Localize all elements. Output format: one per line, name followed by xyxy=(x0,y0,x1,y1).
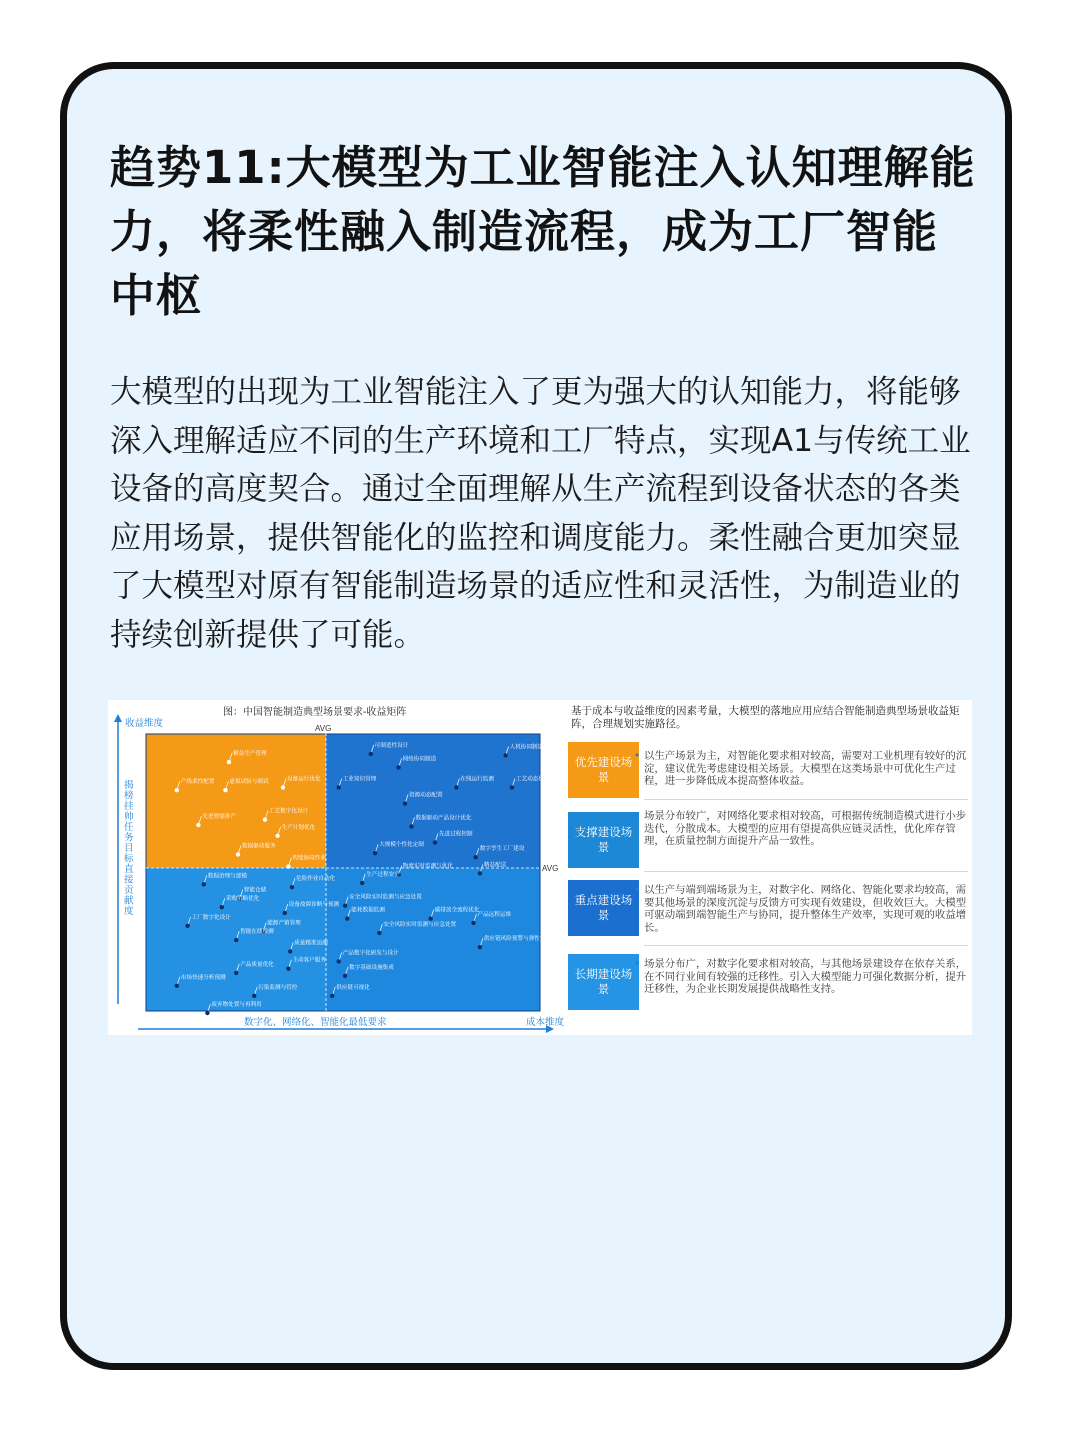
matrix-figure xyxy=(108,700,972,1035)
matrix-item-label: 工业知识管理 xyxy=(342,776,377,783)
x-axis-label: 数字化、网络化、智能化最低要求 xyxy=(244,1017,387,1028)
matrix-item-label: 数字孪生工厂建设 xyxy=(479,846,525,853)
matrix-item-dot xyxy=(369,752,373,756)
matrix-item-label: 废弃物处置与再利用 xyxy=(211,1002,262,1008)
right-heading: 基于成本与收益维度的因素考量，大模型的落地应用应结合智能制造典型场景收益矩阵，合理规划实施路径。 xyxy=(571,705,960,730)
category-key-text: • 以生产与端到端场景为主，对数字化、网络化、智能化要求均较高，需要其他场景的深度沉淀与反馈方可实现有效建设，但收效巨大。大模型可驱动端到端智能生产与协同，提升整体生产效率，实现可观的收益增长。 xyxy=(644,884,967,934)
matrix-item-dot xyxy=(403,801,407,805)
matrix-item-dot xyxy=(337,959,341,963)
category-priority-text: • 以生产场景为主，对智能化要求相对较高，需要对工业机理有较好的沉淀，建议优先考虑建设相关场景。大模型在这类场景中可优化生产过程，进一步降低成本提高整体收益。 xyxy=(644,750,967,788)
matrix-item-label: 在线运行监测 xyxy=(460,776,494,783)
avg-right-label: AVG xyxy=(542,864,559,873)
matrix-item-label: 数据驱动产品设计优化 xyxy=(415,815,472,822)
category-support-label: 支撑建设场景 xyxy=(574,825,633,854)
matrix-item-dot xyxy=(202,882,206,886)
matrix-item-label: 安全风险实时监测与应急处置 xyxy=(383,921,457,928)
matrix-item-dot xyxy=(478,945,482,949)
matrix-item-label: 数据驱动服务 xyxy=(242,843,276,850)
matrix-item-label: 工艺数字化设计 xyxy=(269,808,309,815)
separator xyxy=(644,945,968,946)
category-long-term xyxy=(568,954,639,1010)
matrix-item-dot xyxy=(185,924,189,928)
matrix-item-label: 虚拟试验与调试 xyxy=(229,779,269,786)
y-axis-arrow xyxy=(114,714,122,722)
matrix-item-dot xyxy=(286,864,290,868)
matrix-caption: 图：中国智能制造典型场景要求-收益矩阵 xyxy=(223,707,407,718)
matrix-item-label: 精益配送 xyxy=(483,862,507,869)
matrix-item-dot xyxy=(474,855,478,859)
matrix-item-label: 智能在线检测 xyxy=(240,929,274,936)
matrix-item-dot xyxy=(234,971,238,975)
x-axis-end-label: 成本维度 xyxy=(526,1017,565,1028)
matrix-item-label: 物流实时监测与优化 xyxy=(402,863,453,870)
matrix-item-label: 产线柔性配置 xyxy=(180,779,215,786)
matrix-item-label: 精益生产管理 xyxy=(233,751,267,758)
matrix-item-label: 能源产销管理 xyxy=(267,920,301,927)
matrix-item-label: 工艺动态优化 xyxy=(516,776,550,783)
matrix-item-label: 能耗数据监测 xyxy=(351,907,385,914)
matrix-item-label: 质量精准追溯 xyxy=(294,940,328,947)
matrix-item-dot xyxy=(252,994,256,998)
matrix-item-label: 先进智能排产 xyxy=(202,814,236,821)
matrix-item-dot xyxy=(337,785,341,789)
category-priority xyxy=(568,742,639,798)
matrix-item-dot xyxy=(330,994,334,998)
matrix-item-dot xyxy=(503,753,507,757)
post-body: 大模型的出现为工业智能注入了更为强大的认知能力，将能够深入理解适应不同的生产环境和工厂特点，实现A1与传统工业设备的高度契合。通过全面理解从生产流程到设备状态的各类应用场景，提供智能化的监控和调度能力。柔性融合更加突显了大模型对原有智能制造场景的适应性和灵活性，为制造业的持续创新提供了可能。 xyxy=(110,374,971,653)
matrix-item-label: 工厂数字化设计 xyxy=(191,914,231,921)
matrix-item-label: 危险作业自动化 xyxy=(296,876,336,883)
y-axis-sub-label: 揭榜挂帅任务目标直接贡献度 xyxy=(124,780,134,917)
matrix-item-label: 智能仓储 xyxy=(243,887,267,894)
category-support xyxy=(568,812,639,868)
matrix-item-label: 污染监测与管控 xyxy=(258,984,298,991)
matrix-item-dot xyxy=(175,984,179,988)
matrix-item-label: 设备故障诊断与预测 xyxy=(288,901,340,908)
matrix-item-dot xyxy=(205,1011,209,1015)
matrix-item-label: 先进过程控制 xyxy=(439,831,473,838)
matrix-item-dot xyxy=(343,904,347,908)
category-key-label: 重点建设场景 xyxy=(574,893,633,922)
matrix-item-dot xyxy=(175,788,179,792)
matrix-item-label: 数据治理与建模 xyxy=(207,873,247,880)
matrix-item-label: 可制造性设计 xyxy=(374,743,409,749)
matrix-item-dot xyxy=(396,765,400,769)
matrix-item-dot xyxy=(454,785,458,789)
category-support-text: • 场景分布较广，对网络化要求相对较高，可根据传统制造模式进行小步迭代，分散成本。大模型的应用有望提高供应链灵活性，优化库存管理，在质量控制方面提升产品一致性。 xyxy=(644,810,967,848)
matrix-item-dot xyxy=(263,818,267,822)
matrix-item-dot xyxy=(478,871,482,875)
matrix-item-label: 人机协同制造 xyxy=(509,744,544,751)
matrix-item-label: 产品数字化研发与设计 xyxy=(342,950,399,957)
matrix-item-dot xyxy=(196,823,200,827)
category-priority-label: 优先建设场景 xyxy=(574,755,633,784)
matrix-item-label: 市场快速分析预测 xyxy=(180,974,226,981)
matrix-item-label: 安全风险实时监测与应急处置 xyxy=(349,894,422,901)
matrix-item-label: 生产计划优化 xyxy=(281,824,316,831)
matrix-item-dot xyxy=(471,921,475,925)
y-axis-label: 收益维度 xyxy=(125,718,164,729)
matrix-item-dot xyxy=(429,916,433,920)
matrix-item-dot xyxy=(360,881,364,885)
matrix-item-dot xyxy=(227,760,231,764)
matrix-item-label: 数字基础设施集成 xyxy=(349,964,394,971)
matrix-item-dot xyxy=(290,885,294,889)
matrix-item-dot xyxy=(220,905,224,909)
category-key xyxy=(568,880,639,936)
separator xyxy=(644,871,968,872)
matrix-item-label: 资源动态配置 xyxy=(409,792,443,799)
matrix-item-label: 碳排放全流程优化 xyxy=(434,907,480,914)
matrix-item-dot xyxy=(343,974,347,978)
matrix-item-label: 智能协同作业 xyxy=(292,855,326,862)
matrix-item-dot xyxy=(409,824,413,828)
matrix-item-dot xyxy=(377,931,381,935)
matrix-item-label: 供应链可视化 xyxy=(336,984,370,991)
matrix-item-dot xyxy=(288,949,292,953)
post-title: 趋势11:大模型为工业智能注入认知理解能力，将柔性融入制造流程，成为工厂智能中枢 xyxy=(110,141,976,322)
matrix-item-dot xyxy=(433,840,437,844)
category-long-term-text: • 场景分布广，对数字化要求相对较高，与其他场景建设存在依存关系，在不同行业间有较强的迁移性。引入大模型能力可强化数据分析，提升迁移性，为企业长期发展提供战略性支持。 xyxy=(644,958,967,996)
matrix-item-dot xyxy=(275,834,279,838)
avg-top-label: AVG xyxy=(315,724,332,733)
matrix-item-label: 供应链风险预警与弹性管控 xyxy=(483,936,552,943)
matrix-item-label: 大规模个性化定制 xyxy=(379,842,424,849)
matrix-item-dot xyxy=(286,967,290,971)
matrix-item-dot xyxy=(283,911,287,915)
separator xyxy=(644,799,968,800)
matrix-item-dot xyxy=(373,851,377,855)
matrix-item xyxy=(205,1000,262,1015)
matrix-item-dot xyxy=(234,938,238,942)
matrix-item-dot xyxy=(236,852,240,856)
matrix-item-dot xyxy=(345,916,349,920)
matrix-item-label: 网络协同制造 xyxy=(402,756,437,763)
category-long-term-label: 长期建设场景 xyxy=(574,967,633,996)
matrix-item-label: 生产过程安全 xyxy=(366,871,400,878)
matrix-item-label: 产品远程运维 xyxy=(477,911,512,918)
matrix-item-dot xyxy=(223,788,227,792)
matrix-item-label: 产品质量优化 xyxy=(240,961,274,968)
matrix-item-dot xyxy=(281,785,285,789)
matrix-item-dot xyxy=(510,785,514,789)
matrix-item-label: 采购策略优化 xyxy=(225,896,260,903)
matrix-chart xyxy=(108,700,566,1035)
matrix-item-label: 主动客户服务 xyxy=(292,957,326,964)
matrix-item-label: 设备运行优化 xyxy=(287,776,321,783)
